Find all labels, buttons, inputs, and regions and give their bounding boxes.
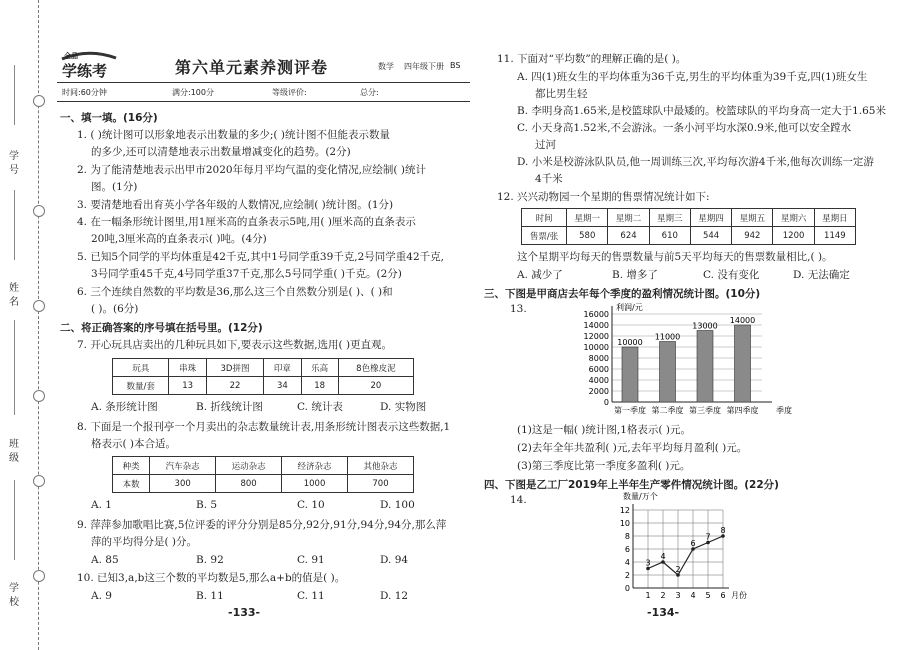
table-cell: 印章 — [264, 359, 301, 377]
data-label: 4 — [660, 552, 666, 561]
table-cell: 13 — [169, 377, 206, 395]
data-label: 3 — [645, 558, 651, 568]
option-10c: C. 11 — [297, 590, 325, 602]
question-13-part3: (3)第三季度比第一季度多盈利( )元。 — [517, 460, 691, 472]
table-cell: 1000 — [282, 475, 348, 493]
bar-value-label: 11000 — [654, 332, 681, 342]
x-axis-label: 季度 — [776, 406, 792, 415]
y-tick-label: 10000 — [583, 343, 609, 352]
option-11d-line2: 4千米 — [535, 173, 563, 185]
question-12-prompt: 这个星期平均每天的售票数量与前5天平均每天的售票数量相比,( )。 — [517, 251, 833, 263]
page-title: 第六单元素养测评卷 — [175, 58, 329, 77]
data-label: 7 — [705, 532, 711, 542]
school-label: 学校 — [9, 583, 19, 608]
bar-value-label: 13000 — [692, 321, 718, 331]
option-9b: B. 92 — [196, 554, 224, 566]
table-cell: 20 — [338, 377, 413, 395]
bar — [622, 347, 638, 402]
option-10d: D. 12 — [380, 590, 409, 602]
section-3-title: 三、下图是甲商店去年每个季度的盈利情况统计图。(10分) — [484, 288, 761, 300]
option-11a-line1: A. 四(1)班女生的平均体重为36千克,男生的平均体重为39千克,四(1)班女生 — [517, 71, 868, 83]
table-cell: 34 — [264, 377, 301, 395]
full-score-label: 满分:100分 — [172, 88, 214, 97]
question-6-line1: 6. 三个连续自然数的平均数是36,那么这三个自然数分别是( )、( )和 — [77, 286, 393, 298]
question-13: 13. — [510, 303, 527, 315]
table-cell: 800 — [216, 475, 282, 493]
table-cell: 3D拼图 — [206, 359, 264, 377]
table-cell: 610 — [649, 227, 690, 245]
y-tick-label: 16000 — [583, 310, 609, 319]
y-tick-label: 2000 — [588, 387, 609, 396]
profit-bar-chart — [560, 300, 800, 422]
table-cell: 1200 — [773, 227, 814, 245]
y-tick-label: 4 — [624, 558, 630, 567]
table-cell: 星期三 — [649, 209, 690, 227]
binding-hole — [33, 390, 45, 402]
option-8b: B. 5 — [196, 499, 218, 511]
table-cell: 经济杂志 — [282, 457, 348, 475]
magazine-sales-table — [112, 456, 414, 493]
name-label: 姓名 — [9, 283, 19, 308]
table-cell: 300 — [150, 475, 216, 493]
table-cell: 580 — [567, 227, 608, 245]
subject-label: 数学 — [378, 62, 394, 71]
y-tick-label: 12000 — [583, 332, 609, 341]
bar-value-label: 14000 — [729, 316, 756, 325]
option-10a: A. 9 — [91, 590, 112, 602]
table-cell: 942 — [732, 227, 773, 245]
option-9d: D. 94 — [380, 554, 409, 566]
level-label: 等级评价: — [272, 88, 307, 97]
question-4-line1: 4. 在一幅条形统计图里,用1厘米高的直条表示5吨,用( )厘米高的直条表示 — [77, 216, 416, 228]
option-8c: C. 10 — [297, 499, 325, 511]
y-tick-label: 8000 — [588, 354, 609, 363]
table-cell: 运动杂志 — [216, 457, 282, 475]
binding-hole — [33, 570, 45, 582]
table-cell: 售票/张 — [522, 227, 567, 245]
question-14: 14. — [510, 494, 527, 506]
binding-hole — [33, 205, 45, 217]
y-tick-label: 0 — [624, 584, 630, 593]
option-9c: C. 91 — [297, 554, 325, 566]
option-8d: D. 100 — [380, 499, 415, 511]
table-cell: 种类 — [113, 457, 150, 475]
option-9a: A. 85 — [91, 554, 119, 566]
x-tick-label: 第三季度 — [689, 406, 721, 415]
bar — [697, 331, 713, 403]
table-cell: 星期五 — [732, 209, 773, 227]
option-12b: B. 增多了 — [612, 269, 658, 281]
y-tick-label: 12 — [619, 506, 630, 515]
option-12c: C. 没有变化 — [703, 269, 760, 281]
bar — [735, 325, 751, 402]
binding-hole — [33, 95, 45, 107]
question-3: 3. 要清楚地看出育英小学各年级的人数情况,应绘制( )统计图。(1分) — [77, 199, 394, 211]
question-5-line1: 5. 已知5个同学的平均体重是42千克,其中1号同学重39千克,2号同学重42千克, — [77, 251, 444, 263]
table-cell: 星期一 — [567, 209, 608, 227]
table-cell: 本数 — [113, 475, 150, 493]
y-tick-label: 14000 — [583, 321, 609, 330]
option-7c: C. 统计表 — [297, 401, 343, 413]
question-13-part1: (1)这是一幅( )统计图,1格表示( )元。 — [517, 424, 691, 436]
bar-value-label: 10000 — [617, 338, 643, 347]
table-row — [113, 475, 414, 493]
production-line-chart — [605, 490, 765, 605]
option-11d-line1: D. 小米是校游泳队队员,他一周训练三次,平均每次游4千米,他每次训练一定游 — [517, 156, 874, 168]
table-cell: 其他杂志 — [348, 457, 414, 475]
logo-small-text: 全品 — [64, 52, 78, 60]
table-cell: 星期二 — [608, 209, 649, 227]
binding-fill-line — [14, 480, 15, 560]
binding-hole — [33, 475, 45, 487]
logo-main-text: 学练考 — [62, 62, 108, 80]
y-tick-label: 8 — [624, 532, 630, 541]
option-12d: D. 无法确定 — [793, 269, 850, 281]
series-line — [648, 536, 723, 575]
table-cell: 8色橡皮泥 — [338, 359, 413, 377]
option-11c-line2: 过河 — [535, 139, 556, 151]
table-cell: 串珠 — [169, 359, 206, 377]
brand-logo — [58, 50, 120, 78]
y-tick-label: 2 — [624, 571, 630, 580]
question-13-part2: (2)去年全年共盈利( )元,去年平均每月盈利( )元。 — [517, 442, 748, 454]
question-6-line2: ( )。(6分) — [91, 303, 139, 315]
option-8a: A. 1 — [91, 499, 112, 511]
question-8-line1: 8. 下面是一个报刊亭一个月卖出的杂志数量统计表,用条形统计图表示这些数据,1 — [77, 421, 451, 433]
bar — [660, 342, 676, 403]
question-12: 12. 兴兴动物园一个星期的售票情况统计如下: — [497, 191, 710, 203]
grade-label: 四年级下册 — [404, 62, 444, 71]
option-11b: B. 李明身高1.65米,是校篮球队中最矮的。校篮球队的平均身高一定大于1.65米 — [517, 105, 886, 117]
binding-fill-line — [14, 320, 15, 415]
table-row — [113, 359, 414, 377]
question-1-line1: 1. ( )统计图可以形象地表示出数量的多少;( )统计图不但能表示数量 — [77, 129, 390, 141]
x-tick-label: 2 — [660, 591, 666, 600]
x-tick-label: 第四季度 — [726, 406, 759, 415]
table-cell: 时间 — [522, 209, 567, 227]
page-number-right: -134- — [647, 606, 680, 619]
question-8-line2: 格表示( )本合适。 — [91, 438, 177, 450]
question-5-line2: 3号同学重45千克,4号同学重37千克,那么5号同学重( )千克。(2分) — [91, 268, 402, 280]
question-2-line2: 图。(1分) — [91, 181, 138, 193]
option-7b: B. 折线统计图 — [196, 401, 263, 413]
table-cell: 700 — [348, 475, 414, 493]
table-row — [113, 377, 414, 395]
table-row — [522, 227, 856, 245]
y-tick-label: 0 — [603, 398, 609, 407]
header-rule — [57, 101, 470, 102]
y-tick-label: 10 — [619, 519, 630, 528]
header-rule — [57, 82, 470, 83]
option-11a-line2: 都比男生轻 — [535, 88, 588, 100]
table-cell: 数量/套 — [113, 377, 169, 395]
table-cell: 玩具 — [113, 359, 169, 377]
question-1-line2: 的多少,还可以清楚地表示出数量增减变化的趋势。(2分) — [91, 146, 351, 158]
table-cell: 汽车杂志 — [150, 457, 216, 475]
table-cell: 18 — [301, 377, 338, 395]
question-9-line2: 萍的平均得分是( )分。 — [91, 536, 198, 548]
section-4-title: 四、下图是乙工厂2019年上半年生产零件情况统计图。(22分) — [484, 479, 779, 491]
x-axis-label: 月份 — [731, 591, 747, 600]
option-7d: D. 实物图 — [380, 401, 427, 413]
total-score-label: 总分: — [360, 88, 379, 97]
option-10b: B. 11 — [196, 590, 224, 602]
x-tick-label: 5 — [705, 591, 711, 600]
table-cell: 乐高 — [301, 359, 338, 377]
table-cell: 1149 — [814, 227, 855, 245]
data-label: 8 — [720, 526, 726, 535]
option-7a: A. 条形统计图 — [91, 401, 158, 413]
table-row — [113, 457, 414, 475]
table-cell: 624 — [608, 227, 649, 245]
binding-fill-line — [14, 65, 15, 125]
x-tick-label: 1 — [645, 591, 651, 600]
student-number-label: 学号 — [9, 151, 19, 176]
ticket-sales-table — [521, 208, 856, 245]
class-label: 班级 — [9, 439, 19, 464]
question-2-line1: 2. 为了能清楚地表示出甲市2020年每月平均气温的变化情况,应绘制( )统计 — [77, 164, 426, 176]
y-axis-label: 数量/万个 — [623, 492, 658, 501]
data-label: 6 — [690, 539, 696, 548]
option-11c-line1: C. 小天身高1.52米,不会游泳。一条小河平均水深0.9米,他可以安全蹚水 — [517, 122, 852, 134]
binding-hole — [33, 300, 45, 312]
y-tick-label: 4000 — [588, 376, 609, 385]
x-tick-label: 3 — [675, 591, 681, 600]
question-10: 10. 已知3,a,b这三个数的平均数是5,那么a+b的值是( )。 — [77, 572, 346, 584]
option-12a: A. 减少了 — [517, 269, 563, 281]
time-label: 时间:60分钟 — [62, 88, 107, 97]
question-9-line1: 9. 萍萍参加歌唱比赛,5位评委的评分分别是85分,92分,91分,94分,94分,那么萍 — [77, 519, 447, 531]
table-cell: 星期六 — [773, 209, 814, 227]
question-11: 11. 下面对“平均数”的理解正确的是( )。 — [497, 53, 687, 65]
x-tick-label: 第一季度 — [614, 406, 646, 415]
data-label: 2 — [675, 565, 681, 574]
binding-margin — [0, 0, 50, 650]
table-cell: 22 — [206, 377, 264, 395]
table-cell: 星期日 — [814, 209, 855, 227]
binding-fill-line — [14, 190, 15, 260]
edition-label: BS — [450, 61, 461, 70]
y-axis-label: 利润/元 — [616, 303, 643, 312]
x-tick-label: 4 — [690, 591, 696, 600]
table-row — [522, 209, 856, 227]
section-2-title: 二、将正确答案的序号填在括号里。(12分) — [60, 322, 263, 334]
x-tick-label: 6 — [720, 591, 726, 600]
section-1-title: 一、填一填。(16分) — [60, 112, 158, 124]
y-tick-label: 6 — [624, 545, 630, 554]
page-number-left: -133- — [228, 606, 261, 619]
table-cell: 星期四 — [690, 209, 731, 227]
x-tick-label: 第二季度 — [651, 406, 684, 415]
table-cell: 544 — [690, 227, 731, 245]
question-7: 7. 开心玩具店卖出的几种玩具如下,要表示这些数据,选用( )更直观。 — [77, 339, 393, 351]
y-tick-label: 6000 — [588, 365, 609, 374]
question-4-line2: 20吨,3厘米高的直条表示( )吨。(4分) — [91, 233, 267, 245]
toy-sales-table — [112, 358, 414, 395]
